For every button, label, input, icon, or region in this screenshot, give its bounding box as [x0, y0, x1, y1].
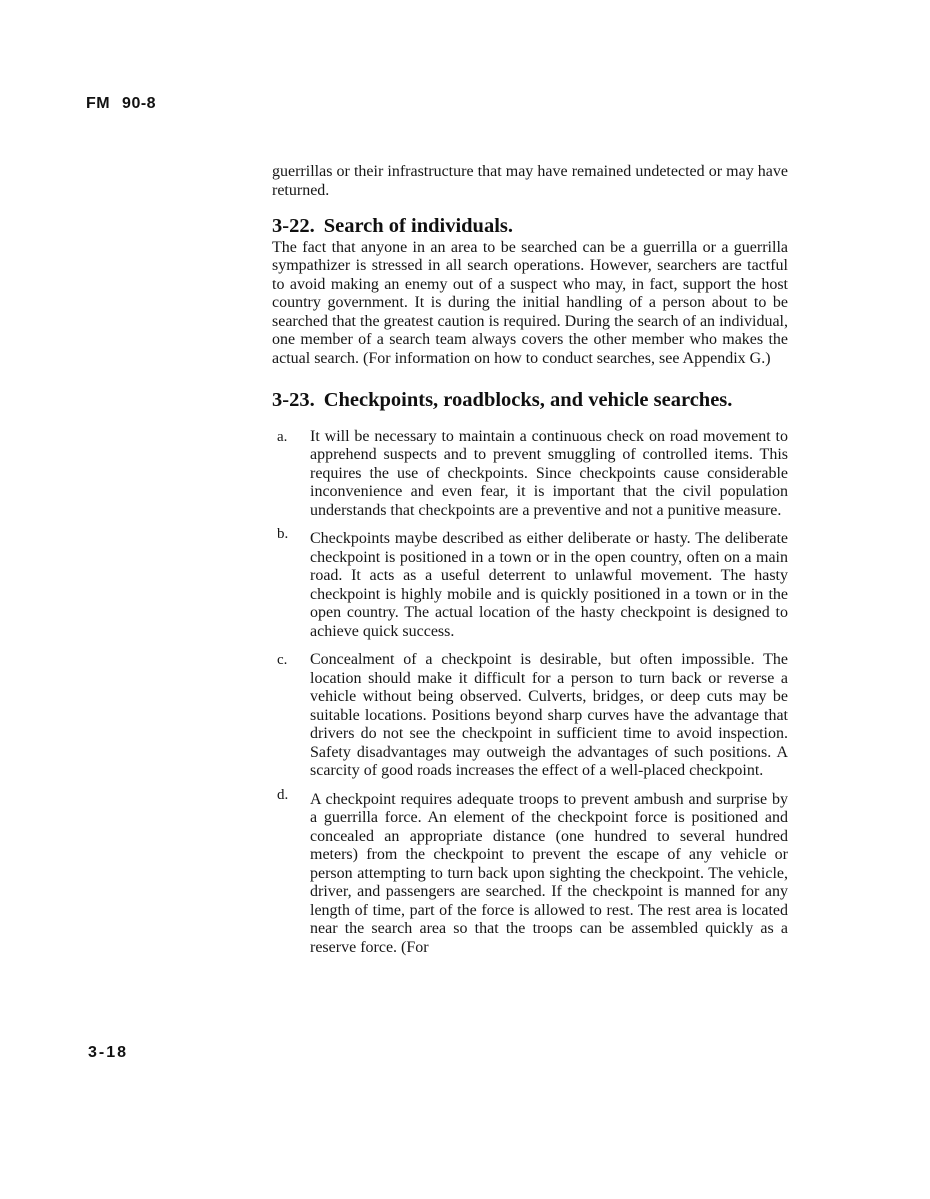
item-text: Checkpoints maybe described as either deliberate or hasty. The deliberate checkpoint is positioned in a town or in the open country, often on a main road. It acts as a useful deterrent to unlawful movement. The hasty checkpoint is highly mobile and is quickly positioned in a town or in the open country. The actual location of the hasty checkpoint is designed to achieve quick success.	[310, 530, 788, 640]
section-number: 3-22.	[272, 215, 315, 237]
list-item-d	[272, 786, 788, 958]
section-3-22-paragraph: The fact that anyone in an area to be searched can be a guerrilla or a guerrilla sympathizer is stressed in all search operations. However, searchers are tactful to avoid making an enemy out of a suspect who may, in fact, support the host country government. It is during the initial handling of a person about to be searched that the greatest caution is required. During the search of an individual, one member of a search team always covers the other member who makes the actual search. (For information on how to conduct searches, see Appendix G.)	[272, 238, 788, 367]
section-heading-3-23	[272, 389, 788, 413]
text-column	[272, 163, 788, 967]
item-text: Concealment of a checkpoint is desirable, but often impossible. The location should make it difficult for a person to turn back or reverse a vehicle without being observed. Culverts, bridges, or deep cuts may be suitable locations. Positions beyond sharp curves have the advantage that drivers do not see the checkpoint in sufficient time to avoid inspection. Safety disadvantages may outweigh the advantages of such positions. A scarcity of good roads increases the effect of a well-placed checkpoint.	[310, 651, 788, 779]
section-number: 3-23.	[272, 389, 315, 411]
section-title: Search of individuals.	[323, 215, 513, 237]
section-heading-3-22	[272, 215, 788, 239]
list-item-c	[272, 651, 788, 781]
section-title: Checkpoints, roadblocks, and vehicle searches.	[323, 389, 733, 411]
list-item-a	[272, 428, 788, 521]
list-item-b	[272, 526, 788, 641]
page-number: 3-18	[88, 1044, 129, 1061]
item-text: It will be necessary to maintain a continuous check on road movement to apprehend suspects and to prevent smuggling of controlled items. This requires the use of checkpoints. Since checkpoints cause considerable inconvenience and even fear, it is important that the civil population understands that checkpoints are a preventive and not a punitive measure.	[310, 427, 788, 519]
item-letter: d.	[277, 786, 289, 803]
item-letter: a.	[277, 428, 288, 445]
item-letter: b.	[277, 526, 289, 542]
item-text: A checkpoint requires adequate troops to prevent ambush and surprise by a guerrilla force. An element of the checkpoint force is positioned and concealed an appropriate distance (one hundred to several hundred meters) from the checkpoint to prevent the escape of any vehicle or person attempting to turn back upon sighting the checkpoint. The vehicle, driver, and passengers are searched. If the checkpoint is manned for any length of time, part of the force is allowed to rest. The rest area is located near the search area so that the troops can be assembled quickly as a reserve force. (For	[310, 790, 788, 956]
document-number-header: FM 90-8	[86, 95, 157, 112]
lettered-list	[272, 428, 788, 958]
item-letter: c.	[277, 652, 288, 668]
continuation-paragraph: guerrillas or their infrastructure that may have remained undetected or may have returned.	[272, 163, 788, 199]
